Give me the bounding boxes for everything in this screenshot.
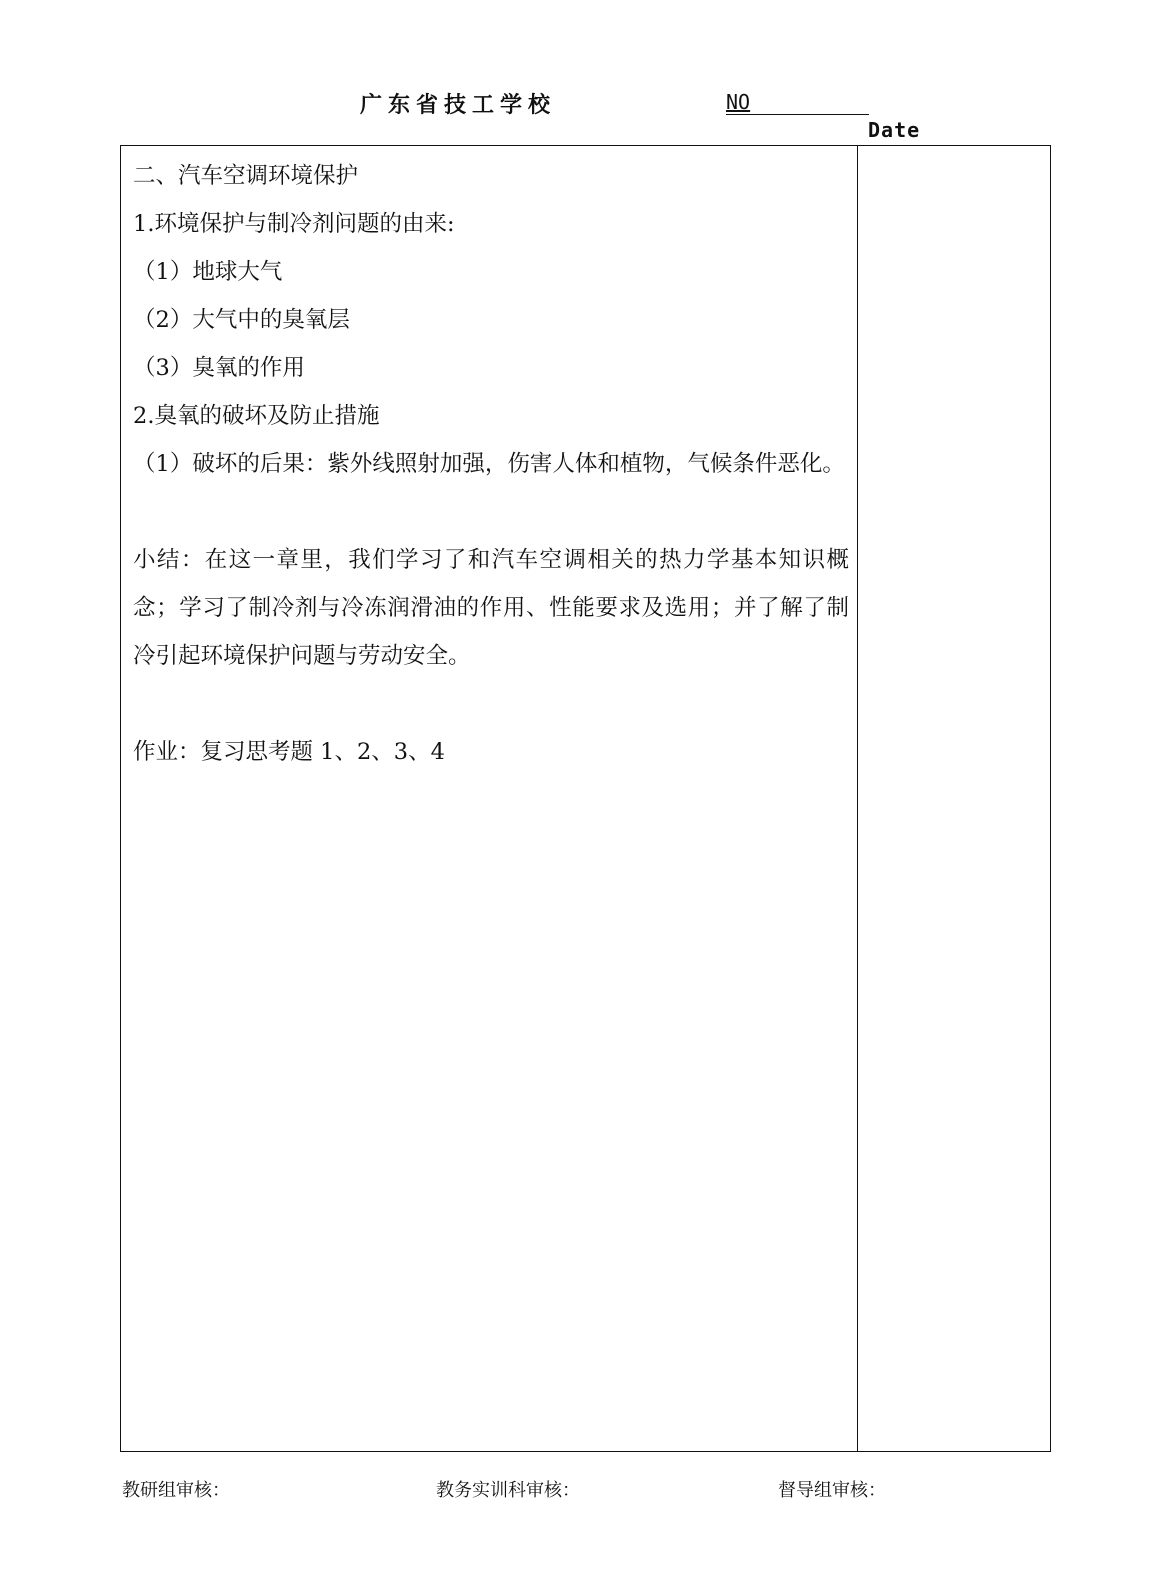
item1-sub1: （1）地球大气 [133,259,283,285]
item2-title: 2.臭氧的破坏及防止措施 [133,403,380,429]
item2-sub1: （1）破坏的后果：紫外线照射加强，伤害人体和植物，气候条件恶化。 [133,451,845,477]
lesson-table [120,145,1051,1452]
item1-sub3: （3）臭氧的作用 [133,355,305,381]
academic-review-label: 教务实训科审核： [436,1480,580,1501]
summary-paragraph: 小结：在这一章里，我们学习了和汽车空调相关的热力学基本知识概念；学习了制冷剂与冷冻润滑油的作用、性能要求及选用；并了解了制冷引起环境保护问题与劳动安全。 [133,547,849,669]
blank-line [133,680,849,728]
supervision-review-label: 督导组审核： [778,1480,886,1501]
main-content-cell [133,152,849,776]
date-label: Date [868,118,921,142]
item1-sub2: （2）大气中的臭氧层 [133,307,350,333]
blank-line [133,488,849,536]
item1-title: 1.环境保护与制冷剂问题的由来: [133,211,455,237]
no-label: NO [726,90,751,114]
section-title: 二、汽车空调环境保护 [133,163,359,189]
no-field[interactable] [726,90,869,115]
school-title: 广东省技工学校 [360,93,557,118]
side-notes-cell [858,146,1050,1451]
research-review-label: 教研组审核： [122,1480,230,1501]
homework-line: 作业：复习思考题 1、2、3、4 [133,739,445,765]
